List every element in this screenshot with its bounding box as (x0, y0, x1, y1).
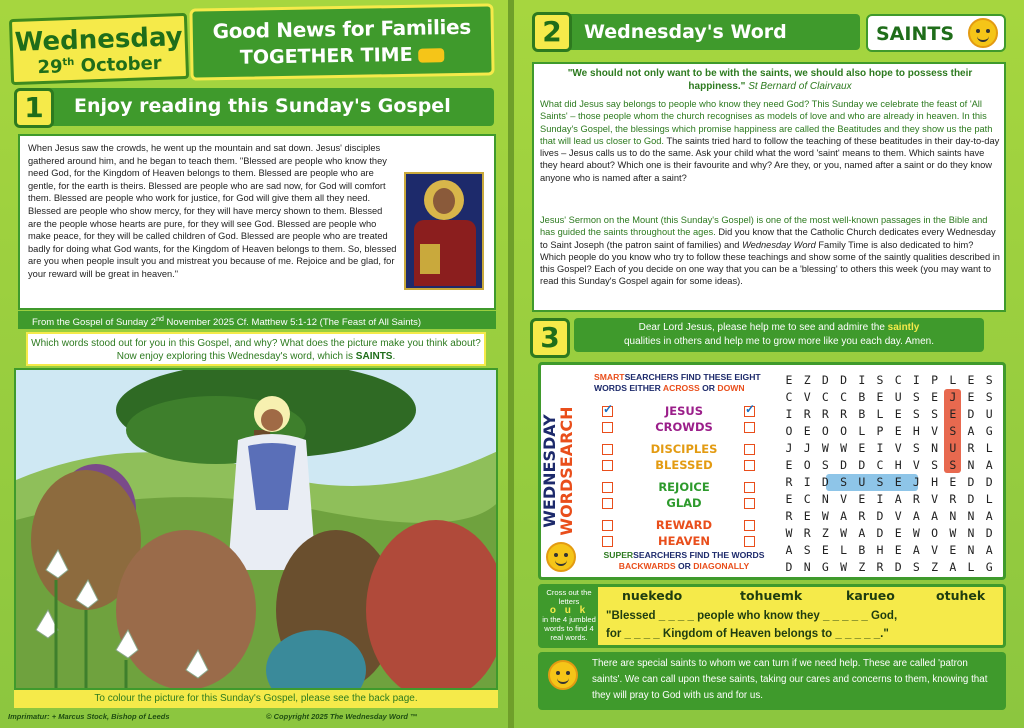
date-day: Wednesday (14, 22, 184, 58)
wordsearch-title-rotated (541, 383, 575, 559)
grid-letter[interactable]: E (785, 373, 793, 387)
super-searchers-instructions (594, 550, 774, 572)
section1-number: 1 (14, 88, 54, 128)
grid-letter[interactable]: V (894, 509, 902, 523)
grid-letter[interactable]: A (931, 509, 939, 523)
jumbled-word: nuekedo (622, 588, 683, 603)
grid-letter[interactable]: N (949, 509, 957, 523)
fill-in-line-1: "Blessed _ _ _ _ people who know they _ _ _ _ _ God, (606, 610, 898, 622)
section2-number: 2 (532, 12, 572, 52)
checkbox-blessed[interactable] (602, 460, 613, 471)
grid-letter[interactable]: V (931, 492, 939, 506)
grid-letter[interactable]: E (894, 475, 902, 489)
grid-letter[interactable]: D (840, 458, 848, 472)
grid-letter[interactable]: R (803, 407, 811, 421)
grid-letter[interactable]: S (840, 475, 848, 489)
grid-letter[interactable]: L (840, 543, 848, 557)
reference-rest: November 2025 Cf. Matthew 5:1-12 (The Feast of All Saints) (163, 317, 422, 329)
grid-letter[interactable]: E (931, 390, 939, 404)
grid-letter[interactable]: B (858, 390, 866, 404)
reference-text: From the Gospel of Sunday 2 (32, 317, 157, 329)
p2-text: Did you know that the Catholic Church dedicates every Wednesday to Saint Joseph (the patron saint of families) and (540, 227, 996, 250)
grid-letter[interactable]: Z (858, 560, 866, 574)
date-month: October (80, 52, 162, 77)
grid-letter[interactable]: H (894, 458, 902, 472)
wordsearch-title-line1: WEDNESDAY (540, 414, 559, 528)
checkbox-heaven[interactable] (602, 536, 613, 547)
grid-letter[interactable]: U (894, 390, 902, 404)
prayer-text-end: qualities in others and help me to grow more like you each day. Amen. (624, 336, 934, 347)
grid-row (780, 508, 1002, 525)
grid-letter[interactable]: D (985, 475, 993, 489)
grid-letter[interactable]: U (858, 475, 866, 489)
grid-letter[interactable]: R (967, 441, 975, 455)
grid-letter[interactable]: D (967, 475, 975, 489)
word-rejoice: REJOICE (658, 480, 710, 494)
jumbled-word: otuhek (936, 588, 986, 603)
grid-letter[interactable]: A (894, 492, 902, 506)
grid-letter[interactable]: R (858, 509, 866, 523)
grid-letter[interactable]: E (876, 390, 884, 404)
grid-letter[interactable]: B (858, 407, 866, 421)
grid-letter[interactable]: W (821, 509, 829, 523)
grid-letter[interactable]: S (931, 407, 939, 421)
grid-letter[interactable]: E (949, 407, 957, 421)
grid-letter[interactable]: V (894, 441, 902, 455)
grid-letter[interactable]: V (840, 492, 848, 506)
reflection-question (26, 332, 486, 366)
grid-letter[interactable]: N (967, 526, 975, 540)
grid-letter[interactable]: D (821, 475, 829, 489)
grid-letter[interactable]: R (876, 560, 884, 574)
grid-letter[interactable]: O (785, 424, 793, 438)
grid-letter[interactable]: A (840, 509, 848, 523)
grid-row (780, 525, 1002, 542)
grid-letter[interactable]: I (876, 441, 884, 455)
picture-caption: To colour the picture for this Sunday's Gospel, please see the back page. (14, 690, 498, 708)
date-box (9, 13, 189, 85)
checkbox-glad[interactable] (602, 498, 613, 509)
checkbox-glad-right[interactable] (744, 498, 755, 509)
sermon-on-mount-illustration (16, 370, 498, 690)
grid-letter[interactable]: J (949, 390, 957, 404)
grid-letter[interactable]: R (785, 509, 793, 523)
quote-text: "We should not only want to be with the saints, we should also hope to possess their happiness." (567, 68, 973, 92)
word-paragraph-1 (540, 98, 1000, 184)
grid-letter[interactable]: W (949, 526, 957, 540)
grid-letter[interactable]: G (821, 560, 829, 574)
grid-letter[interactable]: U (985, 407, 993, 421)
grid-letter[interactable]: S (803, 543, 811, 557)
grid-letter[interactable]: S (949, 458, 957, 472)
p1-text: The saints tried hard to follow the teaching of these beatitudes in their day-to-day lives – Jesus calls us to do the same. Ask your child what the word 'saint' means to them. Which saints have they heard about? Which one is their favourite and why? Are they, or you, named after a saint or do they know anyone who is named after a saint? (540, 135, 1000, 183)
grid-letter[interactable]: E (894, 424, 902, 438)
grid-letter[interactable]: W (785, 526, 793, 540)
grid-letter[interactable]: R (949, 492, 957, 506)
section2-heading-bar (560, 14, 860, 50)
word-jesus: JESUS (664, 404, 704, 418)
word-heaven: HEAVEN (658, 534, 710, 548)
grid-letter[interactable]: L (985, 441, 993, 455)
word-reward: REWARD (655, 518, 713, 532)
grid-letter[interactable]: V (912, 458, 920, 472)
checkbox-jesus-right[interactable] (744, 406, 755, 417)
book-shape (420, 244, 440, 274)
grid-letter[interactable]: S (912, 560, 920, 574)
grid-row (780, 389, 1002, 406)
or-label-2: OR (677, 561, 691, 571)
saint-quote (550, 68, 990, 93)
grid-letter[interactable]: D (894, 560, 902, 574)
grid-row (780, 491, 1002, 508)
saints-tag (866, 14, 1006, 52)
grid-letter[interactable]: N (967, 509, 975, 523)
grid-letter[interactable]: N (967, 543, 975, 557)
question-word: SAINTS (355, 351, 393, 362)
checkbox-rejoice[interactable] (602, 482, 613, 493)
reference-sup: nd (156, 316, 164, 323)
grid-letter[interactable]: C (785, 390, 793, 404)
word-row (594, 458, 774, 480)
super-label: SUPER (603, 550, 634, 560)
grid-letter[interactable]: S (949, 424, 957, 438)
word-row (594, 496, 774, 518)
grid-letter[interactable]: E (803, 424, 811, 438)
grid-letter[interactable]: E (949, 543, 957, 557)
section2-heading: Wednesday's Word (584, 21, 787, 43)
grid-letter[interactable]: I (912, 373, 920, 387)
grid-letter[interactable]: E (894, 543, 902, 557)
grid-letter[interactable]: I (858, 373, 866, 387)
section1-heading-bar (42, 88, 494, 126)
p1-highlight: What did Jesus say belongs to people who know they need God? This Sunday we celebrate the feast of 'All Saints' – those people whom the church recognises as models of love and who are already in heaven. In this Sunday's Gospel, the blessings which promise happiness are called the Beatitudes and they show us the path that will lead us closer to God. (540, 99, 993, 146)
grid-letter[interactable]: C (840, 390, 848, 404)
wednesday-word-box (532, 62, 1006, 312)
grid-letter[interactable]: E (858, 492, 866, 506)
grid-letter[interactable]: A (912, 543, 920, 557)
jumble-side-text-2: in the 4 jumbled words to find 4 real words. (542, 615, 596, 642)
smart-text: SEARCHERS FIND THESE EIGHT WORDS EITHER (594, 372, 761, 393)
p2-highlight: Jesus' Sermon on the Mount (this Sunday's Gospel) is one of the most well-known passages in the Bible and has guided the saints throughout the ages. (540, 215, 988, 238)
jumble-side-text: Cross out the letters (546, 588, 592, 606)
across-label: ACROSS (662, 383, 700, 393)
grid-letter[interactable]: E (821, 543, 829, 557)
grid-row (780, 423, 1002, 440)
grid-letter[interactable]: A (967, 424, 975, 438)
smiley-icon (546, 542, 576, 572)
grid-letter[interactable]: P (931, 373, 939, 387)
checkbox-rejoice-right[interactable] (744, 482, 755, 493)
grid-letter[interactable]: O (803, 458, 811, 472)
grid-row (780, 559, 1002, 576)
grid-letter[interactable]: E (894, 407, 902, 421)
grid-letter[interactable]: Z (803, 373, 811, 387)
grid-letter[interactable]: D (967, 407, 975, 421)
question-text: Which words stood out for you in this Gospel, and why? What does the picture make you think about? Now enjoy exploring this Wednesday's word, which is (31, 338, 481, 362)
copyright: © Copyright 2025 The Wednesday Word ™ (266, 712, 418, 721)
publication-title-box (189, 3, 494, 80)
grid-letter[interactable]: I (785, 407, 793, 421)
grid-letter[interactable]: A (985, 543, 993, 557)
grid-letter[interactable]: A (785, 543, 793, 557)
word-paragraph-2 (540, 214, 1000, 288)
saints-tag-text: SAINTS (876, 23, 955, 45)
grid-letter[interactable]: H (912, 424, 920, 438)
jumble-instructions (540, 586, 598, 646)
section1-heading: Enjoy reading this Sunday's Gospel (74, 95, 451, 117)
grid-letter[interactable]: D (840, 373, 848, 387)
grid-letter[interactable]: Z (931, 560, 939, 574)
checkbox-disciples[interactable] (602, 444, 613, 455)
grid-letter[interactable]: E (894, 526, 902, 540)
grid-letter[interactable]: A (858, 526, 866, 540)
grid-letter[interactable]: E (967, 373, 975, 387)
grid-letter[interactable]: S (912, 441, 920, 455)
checkbox-reward[interactable] (602, 520, 613, 531)
grid-letter[interactable]: B (858, 543, 866, 557)
grid-letter[interactable]: S (912, 407, 920, 421)
grid-letter[interactable]: A (949, 560, 957, 574)
smart-label: SMART (594, 372, 625, 382)
grid-letter[interactable]: L (876, 407, 884, 421)
grid-row (780, 406, 1002, 423)
publication-subtitle (193, 42, 491, 69)
p2-emphasis: Wednesday Word (742, 239, 816, 250)
date-number: 29 (37, 56, 63, 79)
backwards-label: BACKWARDS (618, 561, 676, 571)
grid-letter[interactable]: C (894, 373, 902, 387)
grid-letter[interactable]: L (949, 373, 957, 387)
grid-letter[interactable]: V (931, 543, 939, 557)
grid-letter[interactable]: A (912, 509, 920, 523)
grid-letter[interactable]: Z (821, 526, 829, 540)
smart-searchers-instructions (594, 372, 774, 394)
date-suffix: th (62, 56, 75, 69)
checkbox-disciples-right[interactable] (744, 444, 755, 455)
grid-letter[interactable]: C (821, 390, 829, 404)
grid-letter[interactable]: E (785, 458, 793, 472)
jumbled-word: karueo (846, 588, 895, 603)
gospel-illustration (14, 368, 498, 690)
fill-in-line-2: for _ _ _ _ Kingdom of Heaven belongs to _ _ _ _ _." (606, 628, 889, 640)
grid-letter[interactable]: R (912, 492, 920, 506)
grid-letter[interactable]: R (840, 407, 848, 421)
grid-row (780, 440, 1002, 457)
grid-letter[interactable]: A (985, 458, 993, 472)
grid-letter[interactable]: A (985, 509, 993, 523)
grid-letter[interactable]: C (876, 458, 884, 472)
grid-letter[interactable]: H (931, 475, 939, 489)
checkbox-crowds[interactable] (602, 422, 613, 433)
grid-row (780, 474, 1002, 491)
jumble-letters: o u k (549, 605, 589, 616)
checkbox-jesus[interactable] (602, 406, 613, 417)
gospel-text-body: When Jesus saw the crowds, he went up the mountain and sat down. Jesus' disciples gathered around him, and he began to teach them. "Blessed are people who know they need God, for the Kingdom of Heaven belongs to them. Blessed are people who are gentle, for the earth is theirs. Blessed are people who are sad now, for God will comfort them. Blessed are people who work for justice, for God will give them all they need. Blessed are people who show mercy, for they will have mercy shown to them. Blessed are the people whose hearts are pure, for they will see God. Blessed are people who make peace, for they will be called children of God. Blessed are people who are treated badly for doing what God wants, for the Kingdom of Heaven belongs to them. So, blessed are you when people insult you and mistreat you because of me. Rejoice and be glad, for your reward will be great in heaven." (28, 143, 397, 279)
checkbox-blessed-right[interactable] (744, 460, 755, 471)
smiley-icon (548, 660, 578, 690)
grid-letter[interactable]: L (967, 560, 975, 574)
patron-saints-text: There are special saints to whom we can turn if we need help. These are called 'patron saints'. We can call upon these saints, taking our cares and concerns to them, knowing that they will pray to God with us and for us. (592, 658, 988, 701)
wordsearch-title-line2: WORDSEARCH (557, 406, 576, 536)
super-text: SEARCHERS FIND THE WORDS (633, 550, 765, 560)
section3-number: 3 (530, 318, 570, 358)
down-label: DOWN (717, 383, 745, 393)
face-shape (433, 188, 455, 214)
grid-letter[interactable]: G (985, 424, 993, 438)
grid-letter[interactable]: S (931, 458, 939, 472)
imprimatur: Imprimatur: + Marcus Stock, Bishop of Leeds (8, 712, 170, 721)
grid-letter[interactable]: N (967, 458, 975, 472)
grid-letter[interactable]: S (876, 373, 884, 387)
grid-letter[interactable]: E (858, 441, 866, 455)
jumbled-word: tohuemk (740, 588, 803, 603)
grid-letter[interactable]: D (967, 492, 975, 506)
grid-row (780, 542, 1002, 559)
grid-letter[interactable]: D (858, 458, 866, 472)
quote-author: St Bernard of Clairvaux (748, 80, 852, 92)
grid-letter[interactable]: S (912, 390, 920, 404)
word-row (594, 420, 774, 442)
grid-letter[interactable]: L (985, 492, 993, 506)
grid-letter[interactable]: R (785, 475, 793, 489)
checkbox-reward-right[interactable] (744, 520, 755, 531)
grid-letter[interactable]: S (876, 475, 884, 489)
grid-letter[interactable]: J (803, 441, 811, 455)
grid-letter[interactable]: D (985, 526, 993, 540)
grid-letter[interactable]: N (803, 560, 811, 574)
word-disciples: DISCIPLES (650, 442, 718, 456)
grid-letter[interactable]: W (821, 441, 829, 455)
grid-letter[interactable]: D (785, 560, 793, 574)
publication-title: Good News for Families (212, 14, 472, 44)
grid-letter[interactable]: I (876, 492, 884, 506)
grid-letter[interactable]: W (840, 441, 848, 455)
grid-letter[interactable]: R (803, 526, 811, 540)
grid-letter[interactable]: V (803, 390, 811, 404)
checkbox-heaven-right[interactable] (744, 536, 755, 547)
grid-letter[interactable]: D (876, 509, 884, 523)
smiley-icon (968, 18, 998, 48)
grid-letter[interactable]: P (876, 424, 884, 438)
grid-letter[interactable]: C (803, 492, 811, 506)
or-label: OR (702, 383, 715, 393)
grid-letter[interactable]: O (821, 424, 829, 438)
grid-letter[interactable]: O (931, 526, 939, 540)
gospel-box (18, 134, 496, 310)
grid-letter[interactable]: R (821, 407, 829, 421)
grid-letter[interactable]: E (803, 509, 811, 523)
grid-letter[interactable]: W (840, 560, 848, 574)
grid-letter[interactable]: L (858, 424, 866, 438)
grid-letter[interactable]: G (985, 560, 993, 574)
prayer-text: Dear Lord Jesus, please help me to see and admire the (638, 322, 885, 333)
grid-letter[interactable]: I (803, 475, 811, 489)
grid-letter[interactable]: S (985, 390, 993, 404)
grid-row (780, 372, 1002, 389)
grid-row (780, 457, 1002, 474)
grid-letter[interactable]: E (785, 492, 793, 506)
grid-letter[interactable]: S (821, 458, 829, 472)
prayer-word: saintly (887, 322, 920, 333)
checkbox-crowds-right[interactable] (744, 422, 755, 433)
prayer (574, 318, 984, 352)
grid-letter[interactable]: D (821, 373, 829, 387)
grid-letter[interactable]: J (912, 475, 920, 489)
grid-letter[interactable]: U (949, 441, 957, 455)
grid-letter[interactable]: V (931, 424, 939, 438)
grid-letter[interactable]: W (912, 526, 920, 540)
grid-letter[interactable]: J (785, 441, 793, 455)
grid-letter[interactable]: N (821, 492, 829, 506)
diagonally-label: DIAGONALLY (693, 561, 750, 571)
p2-text-end: Family Time is also dedicated to him? Which people do you know who try to follow these teachings and show some of the saintly qualities described in this Gospel? Each of you decide on one way that you can be a 'blessing' to others this week (you may want to read this Sunday's Gospel again for some ideas). (540, 239, 1000, 287)
grid-letter[interactable]: H (876, 543, 884, 557)
grid-letter[interactable]: S (985, 373, 993, 387)
subtitle-text: TOGETHER TIME (239, 43, 413, 69)
grid-letter[interactable]: N (931, 441, 939, 455)
grid-letter[interactable]: E (967, 390, 975, 404)
word-glad: GLAD (666, 496, 702, 510)
sofa-icon (418, 48, 444, 62)
grid-letter[interactable]: O (840, 424, 848, 438)
grid-letter[interactable]: D (876, 526, 884, 540)
question-end: . (392, 351, 396, 362)
word-blessed: BLESSED (655, 458, 713, 472)
grid-letter[interactable]: W (840, 526, 848, 540)
word-crowds: CROWDS (655, 420, 713, 434)
gospel-reference (18, 311, 496, 329)
grid-letter[interactable]: E (949, 475, 957, 489)
jesus-icon (404, 172, 484, 290)
